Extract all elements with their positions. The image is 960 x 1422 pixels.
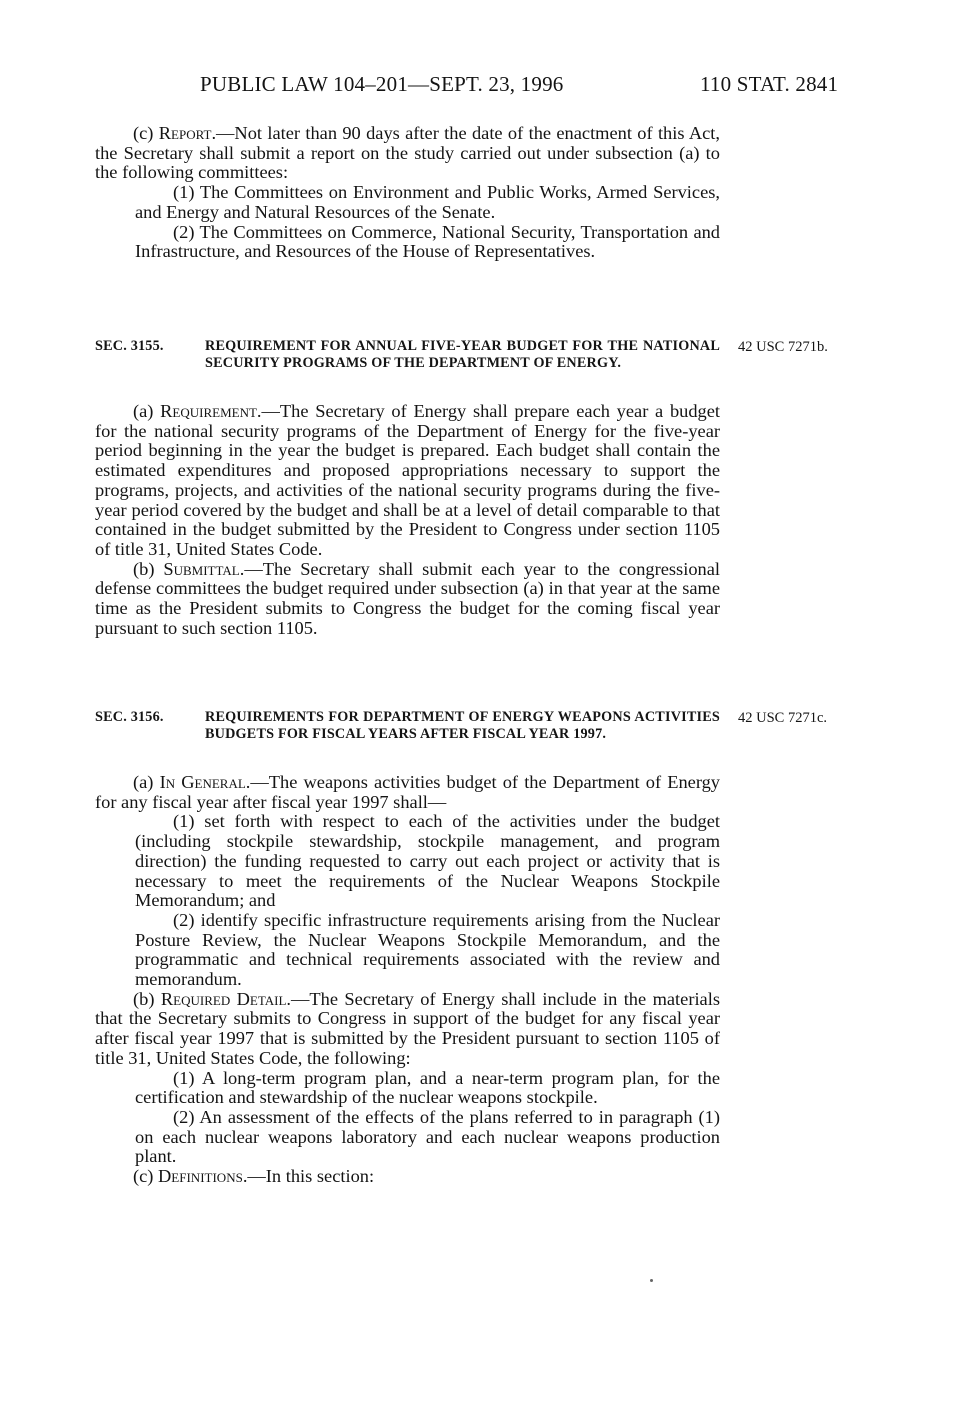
list-item: (2) An assessment of the effects of the plans referred to in paragraph (1) on each nuclear weapons laboratory and each nuclear weapons production plant. (135, 1106, 720, 1167)
required-detail-caption: Required Detail (160, 988, 287, 1009)
section-3155-body (95, 402, 720, 638)
definitions-paragraph: (c) Definitions.—In this section: (133, 1166, 375, 1187)
statute-page-number: 110 STAT. 2841 (700, 72, 839, 96)
requirement-paragraph: (a) Requirement.—The Secretary of Energy shall prepare each year a budget for the national security programs of the Department of Energy for the five-year period beginning in the year the budget is prepared. Each budget shall contain the estimated expenditures and proposed appropriations necessary to support the programs, projects, and activities of the national security programs during the five-year period covered by the budget and shall be at a level of detail comparable to that contained in the budget submitted by the President to Congress under section 1105 of title 31, United States Code. (95, 401, 720, 559)
usc-margin-note: 42 USC 7271c. (738, 710, 828, 726)
report-paragraph: (c) Report.—Not later than 90 days after the date of the enactment of this Act, the Secretary shall submit a report on the study carried out under subsection (a) to the following committees: (95, 123, 720, 183)
in-general-caption: In General (159, 772, 246, 792)
report-caption: Report (158, 123, 212, 143)
requirement-caption: Requirement (160, 401, 257, 421)
section-number: SEC. 3155. (95, 338, 164, 354)
required-detail-paragraph: (b) Required Detail.—The Secretary of Energy shall include in the materials that the Secretary submits to Congress in support of the budget for any fiscal year after fiscal year 1997 that is submitted by the President pursuant to section 1105 of title 31, United States Code, the following: (95, 988, 720, 1068)
report-subsection (95, 124, 720, 262)
section-3156-body (95, 773, 720, 1187)
section-number: SEC. 3156. (95, 709, 164, 725)
submittal-caption: Submittal (163, 558, 240, 579)
definitions-caption: Definitions (158, 1166, 243, 1187)
submittal-paragraph: (b) Submittal.—The Secretary shall submit each year to the congressional defense committees the budget required under subsection (a) in that year at the same time as the President submits to Congress the budget for the coming fiscal year pursuant to such section 1105. (95, 558, 720, 638)
scan-speck (650, 1279, 653, 1282)
list-item: (2) identify specific infrastructure requirements arising from the Nuclear Posture Review, the Nuclear Weapons Stockpile Memorandum, and the programmatic and technical requirements associated with the review and memorandum. (135, 909, 720, 990)
section-title: REQUIREMENTS FOR DEPARTMENT OF ENERGY WEAPONS ACTIVITIES BUDGETS FOR FISCAL YEARS AFTER FISCAL YEAR 1997. (205, 709, 720, 742)
section-heading-3156 (95, 709, 720, 743)
list-item: (1) set forth with respect to each of the activities under the budget (including stockpile stewardship, stockpile management, and program direction) the funding requested to carry out each project or activity that is necessary to meet the requirements of the Nuclear Weapons Stockpile Memorandum; and (135, 811, 720, 911)
list-item: (1) A long-term program plan, and a near-term program plan, for the certification and stewardship of the nuclear weapons stockpile. (135, 1067, 720, 1108)
report-item-senate: (1) The Committees on Environment and Public Works, Armed Services, and Energy and Natural Resources of the Senate. (135, 182, 720, 222)
section-heading-3155 (95, 338, 720, 372)
section-title: REQUIREMENT FOR ANNUAL FIVE-YEAR BUDGET FOR THE NATIONAL SECURITY PROGRAMS OF THE DEPARTMENT OF ENERGY. (205, 338, 720, 371)
report-item-house: (2) The Committees on Commerce, National Security, Transportation and Infrastructure, and Resources of the House of Representatives. (135, 221, 720, 262)
running-header: PUBLIC LAW 104–201—SEPT. 23, 1996 (200, 72, 564, 96)
usc-margin-note: 42 USC 7271b. (738, 339, 828, 355)
in-general-paragraph: (a) In General.—The weapons activities budget of the Department of Energy for any fiscal year after fiscal year 1997 shall— (95, 772, 720, 812)
